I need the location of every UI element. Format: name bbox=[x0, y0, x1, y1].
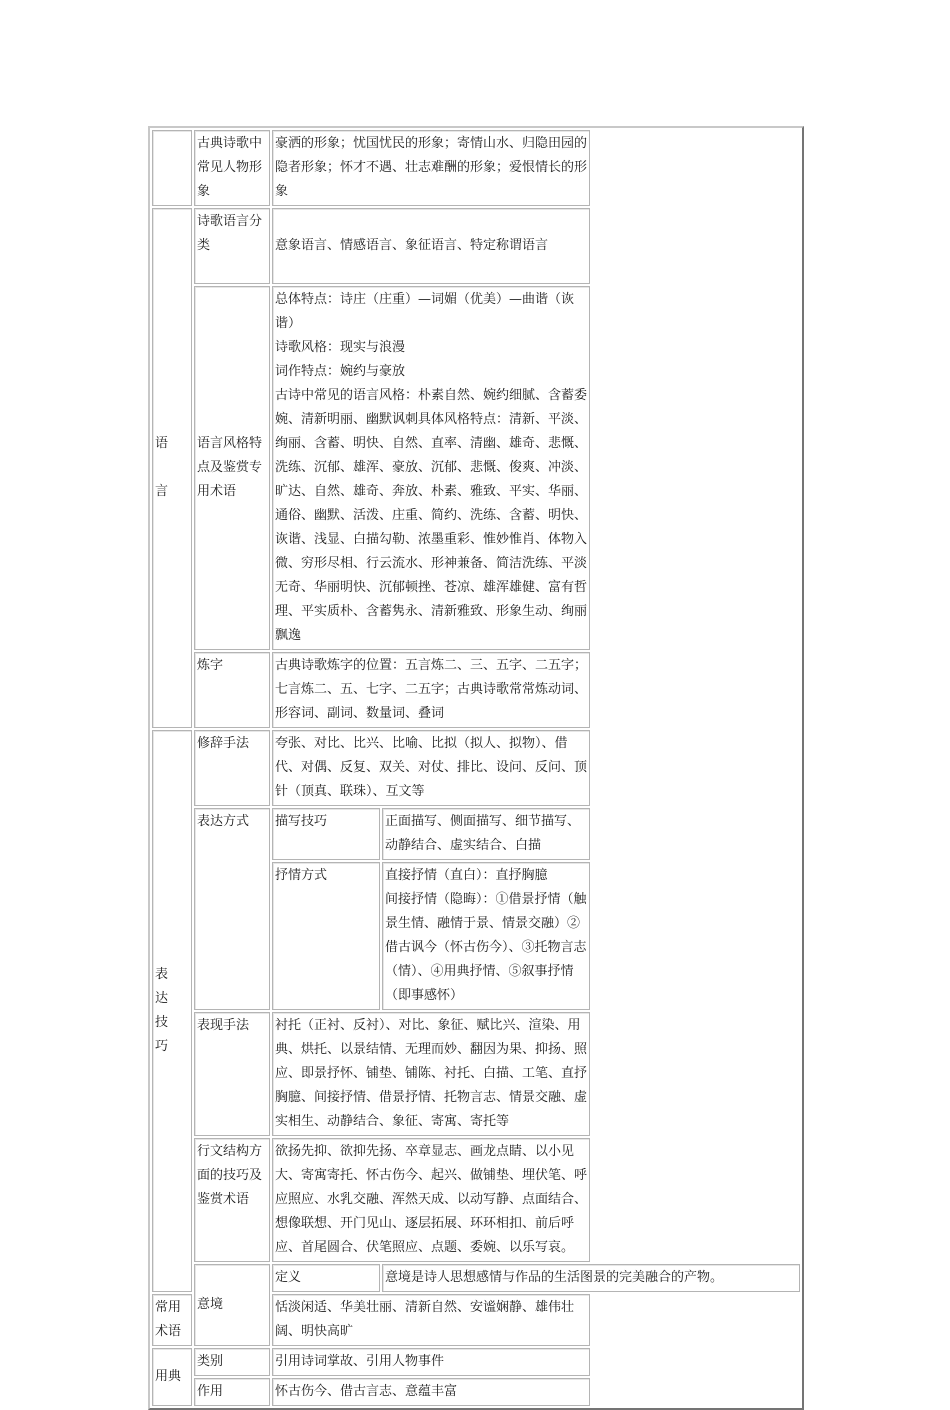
nested-label-cell: 描写技巧 bbox=[272, 808, 380, 860]
category-cell-expression bbox=[152, 730, 192, 1292]
table-row bbox=[152, 652, 800, 728]
table-row bbox=[152, 1378, 800, 1406]
content-cell: 古典诗歌炼字的位置：五言炼二、三、五字、二五字；七言炼二、五、七字、二五字；古典诗歌常常炼动词、形容词、副词、数量词、叠词 bbox=[272, 652, 590, 728]
subcategory-cell: 修辞手法 bbox=[194, 730, 270, 806]
category-char: 技 bbox=[155, 1015, 169, 1030]
content-cell: 恬淡闲适、华美壮丽、清新自然、安谧娴静、雄伟壮阔、明快高旷 bbox=[272, 1294, 590, 1346]
document-page bbox=[148, 126, 804, 1410]
category-char: 言 bbox=[155, 484, 169, 499]
content-cell: 意境是诗人思想感情与作品的生活图景的完美融合的产物。 bbox=[382, 1264, 800, 1292]
content-cell: 引用诗词掌故、引用人物事件 bbox=[272, 1348, 590, 1376]
table-row bbox=[152, 808, 800, 860]
content-cell: 豪洒的形象；忧国忧民的形象；寄情山水、归隐田园的隐者形象；怀才不遇、壮志难酬的形象；爱恨情长的形象 bbox=[272, 130, 590, 206]
table-row bbox=[152, 286, 800, 650]
table-row bbox=[152, 730, 800, 806]
content-cell: 衬托（正衬、反衬）、对比、象征、赋比兴、渲染、用典、烘托、以景结情、无理而妙、翻因为果、抑扬、照应、即景抒怀、铺垫、铺陈、衬托、白描、工笔、直抒胸臆、间接抒情、借景抒情、托物言志、情景交融、虚实相生、动静结合、象征、寄寓、寄托等 bbox=[272, 1012, 590, 1136]
subcategory-cell: 表现手法 bbox=[194, 1012, 270, 1136]
category-cell-allusion: 用典 bbox=[152, 1348, 192, 1406]
content-cell: 怀古伤今、借古言志、意蕴丰富 bbox=[272, 1378, 590, 1406]
content-line: 间接抒情（隐晦）：①借景抒情（触景生情、融情于景、情景交融）②借古讽今（怀古伤今）、③托物言志（情）、④用典抒情、⑤叙事抒情（即事感怀） bbox=[385, 892, 587, 1003]
content-cell bbox=[272, 286, 590, 650]
content-line: 诗歌风格：现实与浪漫 bbox=[275, 340, 406, 355]
subcategory-cell: 语言风格特点及鉴赏专用术语 bbox=[194, 286, 270, 650]
category-char: 达 bbox=[155, 991, 169, 1006]
table-row bbox=[152, 1264, 800, 1292]
nested-label-cell: 抒情方式 bbox=[272, 862, 380, 1010]
table-row bbox=[152, 208, 800, 284]
category-cell-empty bbox=[152, 130, 192, 206]
content-line: 总体特点：诗庄（庄重）—词媚（优美）—曲谐（诙谐） bbox=[275, 292, 575, 331]
content-line: 直接抒情（直白）：直抒胸臆 bbox=[385, 868, 548, 883]
table-row bbox=[152, 1012, 800, 1136]
category-cell-mood: 意境 bbox=[194, 1264, 270, 1346]
subcategory-cell: 类别 bbox=[194, 1348, 270, 1376]
table-row bbox=[152, 1138, 800, 1262]
content-cell: 夸张、对比、比兴、比喻、比拟（拟人、拟物）、借代、对偶、反复、双关、对仗、排比、设问、反问、顶针（顶真、联珠）、互文等 bbox=[272, 730, 590, 806]
content-cell: 欲扬先抑、欲抑先扬、卒章显志、画龙点睛、以小见大、寄寓寄托、怀古伤今、起兴、做铺垫、埋伏笔、呼应照应、水乳交融、浑然天成、以动写静、点面结合、想像联想、开门见山、逐层拓展、环环相扣、前后呼应、首尾圆合、伏笔照应、点题、委婉、以乐写哀。 bbox=[272, 1138, 590, 1262]
table-row bbox=[152, 1348, 800, 1376]
category-char: 表 bbox=[155, 967, 169, 982]
poetry-appreciation-table bbox=[148, 126, 804, 1410]
content-cell: 意象语言、情感语言、象征语言、特定称谓语言 bbox=[272, 208, 590, 284]
content-line: 词作特点：婉约与豪放 bbox=[275, 364, 406, 379]
subcategory-cell: 炼字 bbox=[194, 652, 270, 728]
category-char: 语 bbox=[155, 436, 169, 451]
category-cell-language bbox=[152, 208, 192, 728]
subcategory-cell: 表达方式 bbox=[194, 808, 270, 1010]
table-row bbox=[152, 130, 800, 206]
subcategory-cell: 古典诗歌中常见人物形象 bbox=[194, 130, 270, 206]
subcategory-cell: 作用 bbox=[194, 1378, 270, 1406]
content-line: 古诗中常见的语言风格：朴素自然、婉约细腻、含蓄委婉、清新明丽、幽默讽刺具体风格特点：清新、平淡、绚丽、含蓄、明快、自然、直率、清幽、雄奇、悲慨、洗练、沉郁、雄浑、豪放、沉郁、悲慨、俊爽、冲淡、旷达、自然、雄奇、奔放、朴素、雅致、平实、华丽、通俗、幽默、活泼、庄重、简约、洗练、含蓄、明快、诙谐、浅显、白描勾勒、浓墨重彩、惟妙惟肖、体物入微、穷形尽相、行云流水、形神兼备、简洁洗练、平淡无奇、华丽明快、沉郁顿挫、苍凉、雄浑雄健、富有哲理、平实质朴、含蓄隽永、清新雅致、形象生动、绚丽飘逸 bbox=[275, 388, 588, 643]
subcategory-cell: 诗歌语言分类 bbox=[194, 208, 270, 284]
subcategory-cell: 常用术语 bbox=[152, 1294, 192, 1346]
category-char: 巧 bbox=[155, 1039, 169, 1054]
nested-content-cell: 正面描写、侧面描写、细节描写、动静结合、虚实结合、白描 bbox=[382, 808, 590, 860]
subcategory-cell: 行文结构方面的技巧及鉴赏术语 bbox=[194, 1138, 270, 1262]
subcategory-cell: 定义 bbox=[272, 1264, 380, 1292]
nested-content-cell bbox=[382, 862, 590, 1010]
